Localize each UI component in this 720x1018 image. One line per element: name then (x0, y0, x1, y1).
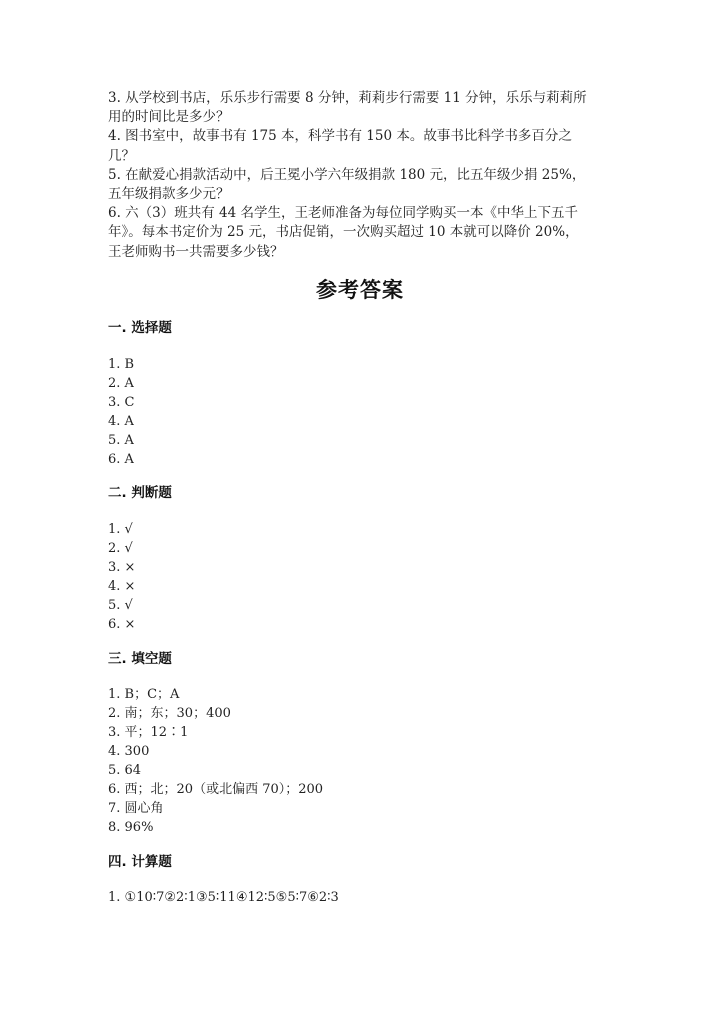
answer-item: 4. × (108, 579, 136, 594)
answer-item: 5. √ (108, 598, 133, 613)
answer-list-fill-in-blank (108, 685, 323, 837)
answer-item: 4. A (108, 414, 134, 429)
answer-item: 2. 南；东；30；400 (108, 706, 231, 721)
answer-list-calculation (108, 888, 339, 907)
answer-item: 2. √ (108, 541, 133, 556)
answer-item: 3. C (108, 395, 135, 410)
section-heading-calculation: 四. 计算题 (108, 854, 172, 870)
answer-item: 1. B；C；A (108, 687, 180, 702)
answer-item: 1. ①10∶7②2∶1③5∶11④12∶5⑤5∶7⑥2∶3 (108, 890, 339, 905)
answer-item: 3. 平；12∶1 (108, 725, 189, 740)
problem-line: 几？ (108, 147, 135, 164)
answer-item: 8. 96% (108, 820, 154, 835)
answer-item: 6. 西；北；20（或北偏西 70）；200 (108, 782, 324, 797)
problem-line: 4. 图书室中，故事书有 175 本，科学书有 150 本。故事书比科学书多百分之 (108, 128, 572, 145)
problem-line: 用的时间比是多少？ (108, 109, 230, 126)
answer-key-title: 参考答案 (316, 278, 404, 302)
answer-item: 1. B (108, 357, 135, 372)
section-heading-fill-in-blank: 三. 填空题 (108, 651, 172, 667)
answer-item: 6. × (108, 617, 136, 632)
answer-item: 3. × (108, 560, 136, 575)
word-problems (108, 89, 618, 262)
answer-item: 5. 64 (108, 763, 142, 778)
answer-list-true-false (108, 520, 135, 634)
answer-item: 1. √ (108, 522, 133, 537)
problem-line: 年》。每本书定价为 25 元，书店促销，一次购买超过 10 本就可以降价 20%， (108, 224, 579, 241)
problem-line: 五年级捐款多少元？ (108, 186, 230, 203)
problem-line: 5. 在献爱心捐款活动中，后王冕小学六年级捐款 180 元，比五年级少捐 25%， (108, 166, 586, 183)
section-heading-multiple-choice: 一. 选择题 (108, 320, 172, 336)
problem-line: 3. 从学校到书店，乐乐步行需要 8 分钟，莉莉步行需要 11 分钟，乐乐与莉莉所 (108, 90, 587, 106)
problem-line: 6. 六（3）班共有 44 名学生，王老师准备为每位同学购买一本《中华上下五千 (108, 205, 579, 222)
answer-item: 5. A (108, 433, 134, 448)
answer-item: 4. 300 (108, 744, 150, 759)
answer-list-multiple-choice (108, 355, 134, 469)
answer-item: 2. A (108, 376, 134, 391)
section-heading-true-false: 二. 判断题 (108, 485, 172, 501)
answer-item: 6. A (108, 452, 134, 467)
answer-item: 7. 圆心角 (108, 801, 164, 816)
problem-line: 王老师购书一共需要多少钱？ (108, 243, 284, 260)
